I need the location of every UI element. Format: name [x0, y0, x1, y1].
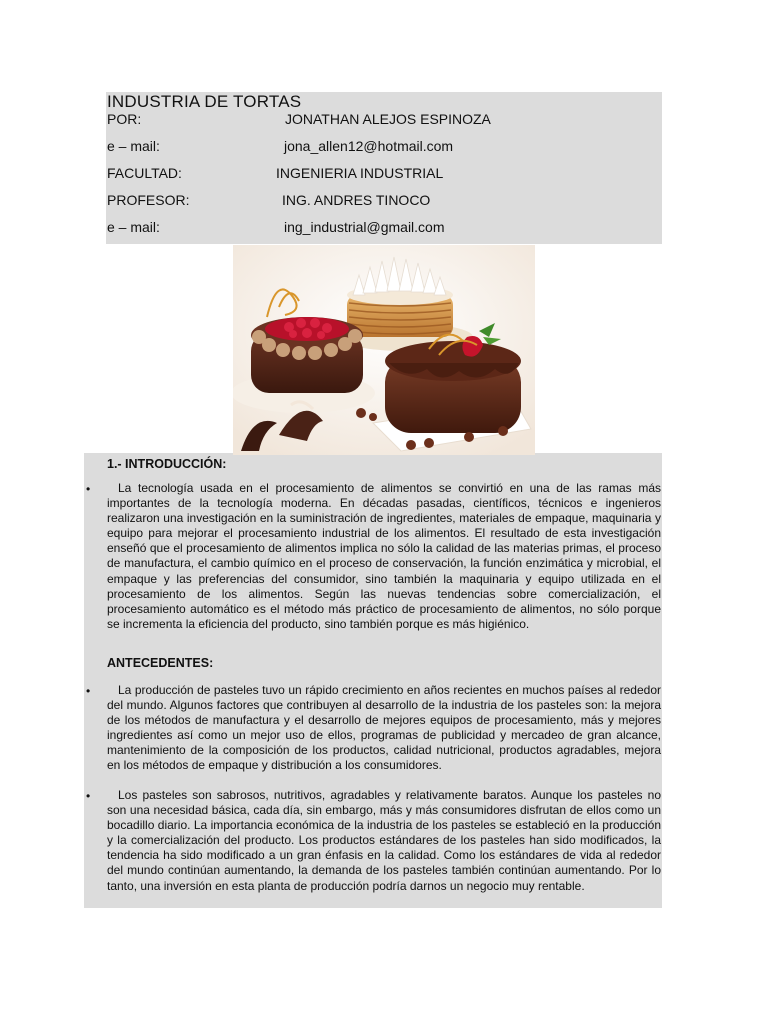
faculty-label: FACULTAD: — [107, 165, 182, 181]
professor-email-label: e – mail: — [107, 219, 160, 235]
antecedentes-paragraph-1: La producción de pasteles tuvo un rápido crecimiento en años recientes en muchos países al rededor del mundo. Algunos factores que contribuyen al desarrollo de la industria de los pasteles son: la mejora de los métodos de manufactura y el desarrollo de mejores equipos de procesamiento, más y mejores ingredientes así como un mejor uso de ellos, programas de publicidad y mercadeo de gran alcance, mantenimiento de la composición de los productos, calidad nutricional, productos agradables, mejora en los métodos de empaque y distribución a los consumidores. — [107, 683, 661, 773]
cakes-photo — [233, 245, 535, 455]
bullet-antecedentes-2: • — [86, 789, 91, 803]
intro-paragraph: La tecnología usada en el procesamiento de alimentos se convirtió en una de las ramas más importantes de la tecnología moderna. En décadas pasadas, científicos, técnicos e ingenieros realizaron una investigación en la suministración de ingredientes, materiales de empaque, maquinaria y equipo para mejorar el procesamiento industrial de los alimentos. El resultado de esta investigación enseñó que el procesamiento de alimentos implica no sólo la calidad de las materias primas, el proceso de manufactura, el cambio químico en el proceso de conservación, la función enzimática y microbial, el empaque y las preferencias del consumidor, sino también la maquinaria y equipo utilizada en el procesamiento de los alimentos. Según las nuevas tendencias sobre comercialización, el procesamiento automático es el método más práctico de procesamiento de alimentos, no sólo porque se incrementa la eficiencia del producto, sino también porque es más higiénico. — [107, 481, 661, 631]
intro-heading: 1.- INTRODUCCIÓN: — [107, 457, 227, 471]
professor-label: PROFESOR: — [107, 192, 190, 208]
bullet-antecedentes-1: • — [86, 684, 91, 698]
bullet-intro: • — [86, 482, 91, 496]
author-value: JONATHAN ALEJOS ESPINOZA — [285, 111, 491, 127]
document-title: INDUSTRIA DE TORTAS — [107, 92, 302, 111]
author-email-label: e – mail: — [107, 138, 160, 154]
antecedentes-paragraph-2: Los pasteles son sabrosos, nutritivos, agradables y relativamente baratos. Aunque los pasteles no son una necesidad básica, cada día, sin embargo, más y más consumidores disfrutan de ellos como un bocadillo diario. La importancia económica de la industria de los pasteles se estableció en la producción y la comercialización del producto. Los productos estándares de los pasteles han sido modificados, la tendencia ha sido modificado a un gran énfasis en la calidad. Como los estándares de vida al rededor del mundo continúan aumentando, la demanda de los pasteles también continúan aumentando. Por lo tanto, una inversión en esta planta de producción podría darnos un negocio muy rentable. — [107, 788, 661, 893]
antecedentes-heading: ANTECEDENTES: — [107, 656, 214, 670]
faculty-value: INGENIERIA INDUSTRIAL — [276, 165, 444, 181]
professor-value: ING. ANDRES TINOCO — [282, 192, 431, 208]
author-label: POR: — [107, 111, 142, 127]
author-email-value: jona_allen12@hotmail.com — [284, 138, 454, 154]
professor-email-value: ing_industrial@gmail.com — [284, 219, 445, 235]
